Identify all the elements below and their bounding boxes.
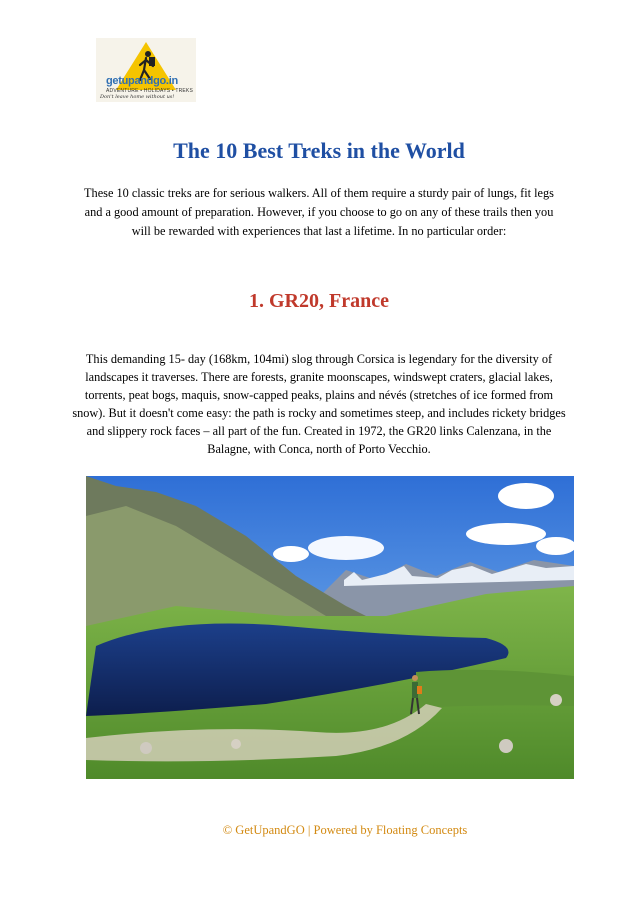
brand-logo [96, 38, 196, 102]
logo-brand: getupandgo.in [106, 75, 178, 87]
logo-subtitle: ADVENTURE • HOLIDAYS • TREKS [106, 88, 193, 94]
footer-credit: © GetUpandGO | Powered by Floating Concepts [222, 823, 468, 837]
trek-photo [86, 476, 574, 779]
section-body: This demanding 15- day (168km, 104mi) slog through Corsica is legendary for the diversity of landscapes it traverses. There are forests, granite moonscapes, windswept craters, glacial lakes, torrents, peat bogs, maquis, snow-capped peaks, plains and névés (stretches of ice formed from snow). But it doesn't come easy: the path is rocky and sometimes steep, and includes rickety bridges and slippery rock faces – all part of the fun. Created in 1972, the GR20 links Calenzana, in the Balagne, with Conca, north of Porto Vecchio. [72, 352, 566, 456]
page-title: The 10 Best Treks in the World [173, 138, 465, 163]
logo-tagline: Don't leave home without us! [100, 94, 175, 100]
section-heading: 1. GR20, France [249, 290, 389, 312]
intro-paragraph: These 10 classic treks are for serious walkers. All of them require a sturdy pair of lungs, fit legs and a good amount of preparation. However, if you choose to go on any of these trails then you will be rewarded with experiences that last a lifetime. In no particular order: [84, 186, 554, 238]
